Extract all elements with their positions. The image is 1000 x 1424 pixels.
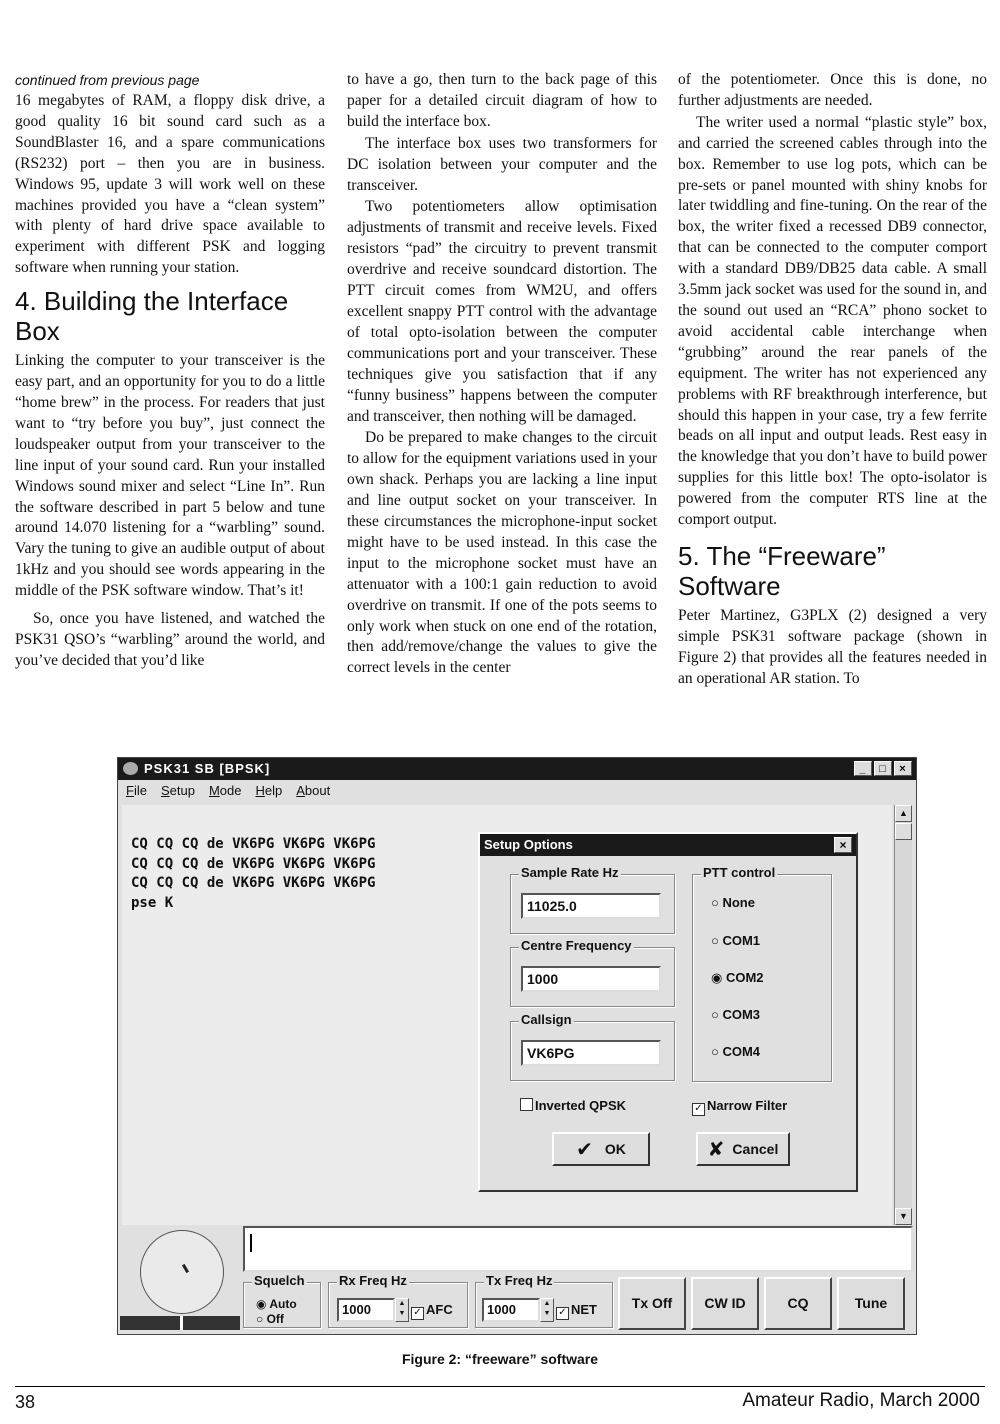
column-1 [15, 70, 325, 672]
menu-help[interactable]: Help [255, 783, 283, 798]
inverted-qpsk-checkbox[interactable] [520, 1098, 626, 1114]
menu-bar [118, 780, 916, 802]
close-icon[interactable]: × [894, 761, 912, 776]
paragraph: Linking the computer to your transceiver is the easy part, and an opportunity for you to do a little “home brew” in the process. For readers that just want to “try before you buy”, just connect the loudspeaker output from your transceiver to the line input of your sound card. Run your installed Windows sound mixer and select “Line In”. Run the software described in part 5 below and tune around 14.070 listening for a “warbling” sound. Vary the tuning to give an audible output of about 1kHz and you should see words appearing in the middle of the PSK software window. That’s it! [15, 352, 325, 600]
cross-icon: ✘ [707, 1139, 725, 1161]
radio-label: Off [266, 1312, 284, 1326]
tx-freq-group [475, 1273, 613, 1328]
rx-freq-spinner-icon[interactable]: ▲ ▼ [395, 1298, 409, 1322]
net-checkbox[interactable] [556, 1302, 597, 1320]
checkbox-label: Inverted QPSK [535, 1098, 627, 1113]
menu-file[interactable]: File [126, 783, 147, 798]
sample-rate-label: Sample Rate Hz [521, 865, 619, 880]
callsign-input[interactable]: VK6PG [521, 1040, 661, 1066]
phase-scope-display [140, 1230, 224, 1314]
squelch-off-radio[interactable]: ○ Off [256, 1312, 284, 1326]
receive-text: CQ CQ CQ de VK6PG VK6PG VK6PG CQ CQ CQ de VK6PG VK6PG VK6PG CQ CQ CQ de VK6PG VK6PG VK6PG pse K [131, 836, 376, 911]
figure-caption: Figure 2: “freeware” software [401, 1351, 599, 1367]
ptt-control-label: PTT control [703, 865, 776, 880]
publication-info: Amateur Radio, March 2000 [742, 1390, 980, 1411]
narrow-filter-checkbox[interactable] [692, 1098, 787, 1116]
ptt-option-label: COM4 [722, 1044, 761, 1059]
paragraph: Two potentiometers allow optimisation adjustments of transmit and receive levels. Fixed resistors “pad” the circuitry to prevent transmit overdrive and receive soundcard distortion. The PTT circuit comes from WM2U, and offers excellent snappy PTT control with the advantage of total opto-isolation between the computer communications port and your transceiver. These techniques give you satisfaction that if any “funny business” happens between the computer and transceiver, then nothing will be damaged. [347, 198, 657, 425]
paragraph: Peter Martinez, G3PLX (2) designed a very simple PSK31 software package (shown in Figure 2) that provides all the features needed in an operational AR station. To [678, 606, 987, 687]
callsign-group [510, 1012, 675, 1081]
footer-rule [15, 1386, 985, 1387]
dialog-title: Setup Options [480, 834, 856, 856]
ptt-option-label: None [722, 895, 755, 910]
rx-freq-input[interactable]: 1000 [337, 1298, 395, 1322]
window-title: PSK31 SB [BPSK] [144, 761, 271, 776]
psk31-window [117, 757, 917, 1335]
window-titlebar[interactable] [118, 758, 916, 780]
dialog-close-icon[interactable]: × [834, 837, 852, 853]
tx-freq-label: Tx Freq Hz [486, 1273, 553, 1288]
setup-options-dialog [478, 832, 858, 1192]
checkbox-icon [520, 1098, 533, 1111]
paragraph: of the potentiometer. Once this is done, no further adjustments are needed. [678, 71, 987, 109]
centre-frequency-group [510, 938, 675, 1007]
menu-setup[interactable]: Setup [160, 783, 195, 798]
ptt-option-label: COM2 [725, 970, 764, 985]
cancel-button[interactable] [696, 1132, 790, 1166]
app-icon [123, 762, 138, 775]
menu-about[interactable]: About [296, 783, 331, 798]
rx-freq-label: Rx Freq Hz [339, 1273, 407, 1288]
signal-level-bar [120, 1316, 240, 1330]
cw-id-button[interactable]: CW ID [691, 1277, 759, 1330]
rx-freq-group [328, 1273, 468, 1328]
paragraph: to have a go, then turn to the back page of this paper for a detailed circuit diagram of how to build the interface box. [347, 71, 657, 130]
menu-mode[interactable]: Mode [208, 783, 242, 798]
ptt-option-com1[interactable]: ○ COM1 [711, 933, 761, 948]
section-heading-5: 5. The “Freeware” Software [678, 540, 886, 601]
cq-button[interactable]: CQ [764, 1277, 832, 1330]
tune-button[interactable]: Tune [837, 1277, 905, 1330]
column-3 [678, 70, 987, 690]
paragraph: 16 megabytes of RAM, a floppy disk drive, a good quality 16 bit sound card such as a SoundBlaster 16, and a spare communications (RS232) port – then you are in business. Windows 95, update 3 will work well on these machines provided you have a “clean system” with plenty of hard drive space available to experiment with different PSK and logging software when running your station. [15, 92, 325, 277]
scroll-thumb[interactable] [895, 823, 912, 840]
tx-off-button[interactable]: Tx Off [618, 1277, 686, 1330]
sample-rate-input[interactable]: 11025.0 [521, 893, 661, 919]
ptt-option-none[interactable]: ○ None [711, 895, 755, 910]
scroll-up-icon[interactable]: ▲ [895, 805, 912, 822]
scroll-down-icon[interactable]: ▼ [895, 1208, 912, 1225]
ok-button[interactable] [552, 1132, 650, 1166]
checkbox-checked-icon: ✓ [556, 1307, 569, 1320]
paragraph: The interface box uses two transformers for DC isolation between your computer and the transceiver. [347, 134, 657, 194]
checkbox-label: NET [571, 1302, 597, 1317]
ok-label: OK [604, 1141, 626, 1157]
paragraph: The writer used a normal “plastic style” box, and carried the screened cables through into the box. Remember to use log pots, which can be pre-sets or panel mounted with shiny knobs for later twiddling and fine-tuning. On the rear of the box, the writer fixed a recessed DB9 connector, that can be connected to the computer comport with a standard DB9/DB25 data cable. A small 3.5mm jack socket was used for the sound in, and the sound out used an “RCA” phono socket to avoid accidental cable interchange when “grubbing” around the rear panels of the equipment. The writer has not experienced any problems with RF breakthrough interference, but should this happen in your case, try a few ferrite beads on all input and output leads. Rest easy in the knowledge that you don’t have to build power supplies for this little box! The opto-isolator is powered from the computer RTS line at the comport output. [678, 113, 987, 529]
checkbox-label: Narrow Filter [707, 1098, 788, 1113]
sample-rate-group [510, 865, 675, 934]
checkmark-icon: ✔ [576, 1139, 593, 1161]
centre-frequency-label: Centre Frequency [521, 938, 632, 953]
ptt-option-com3[interactable]: ○ COM3 [711, 1007, 761, 1022]
checkbox-checked-icon: ✓ [411, 1307, 424, 1320]
squelch-group [243, 1273, 321, 1328]
centre-frequency-input[interactable]: 1000 [521, 966, 661, 992]
ptt-option-com4[interactable]: ○ COM4 [711, 1044, 761, 1059]
squelch-auto-radio[interactable]: ◉ Auto [256, 1297, 297, 1311]
transmit-text-input[interactable] [243, 1226, 913, 1272]
tx-freq-input[interactable]: 1000 [482, 1298, 540, 1322]
section-heading-4: 4. Building the Interface Box [15, 286, 289, 347]
cancel-label: Cancel [732, 1141, 779, 1157]
squelch-label: Squelch [254, 1273, 305, 1288]
minimize-icon[interactable]: _ [854, 761, 872, 776]
vertical-scrollbar[interactable] [894, 805, 912, 1225]
ptt-option-com2[interactable]: ◉ COM2 [711, 970, 764, 985]
radio-label: Auto [269, 1297, 297, 1311]
page-number: 38 [15, 1392, 36, 1412]
ptt-option-label: COM1 [722, 933, 761, 948]
paragraph: So, once you have listened, and watched the PSK31 QSO’s “warbling” around the world, and you’ve decided that you’d like [15, 610, 325, 669]
ptt-option-label: COM3 [722, 1007, 761, 1022]
column-2 [347, 70, 657, 679]
callsign-label: Callsign [521, 1012, 572, 1027]
maximize-icon[interactable]: □ [874, 761, 892, 776]
tx-freq-spinner-icon[interactable]: ▲ ▼ [540, 1298, 554, 1322]
afc-checkbox[interactable] [411, 1302, 453, 1320]
checkbox-label: AFC [426, 1302, 453, 1317]
continued-note: continued from previous page [15, 72, 200, 88]
paragraph: Do be prepared to make changes to the circuit to allow for the equipment variations used in your own shack. Perhaps you are lacking a line input and line output socket on your transceiver. In these circumstances the microphone-input socket might have to be used instead. In this case the input to the microphone socket must have an attenuator with a 100:1 gain reduction to avoid overdrive on transmit. If one of the pots seems to only work when stuck on one end of the rotation, then add/remove/change the values to give the correct levels in the center [347, 429, 657, 677]
checkbox-checked-icon: ✓ [692, 1103, 705, 1116]
ptt-control-group [692, 865, 832, 1082]
